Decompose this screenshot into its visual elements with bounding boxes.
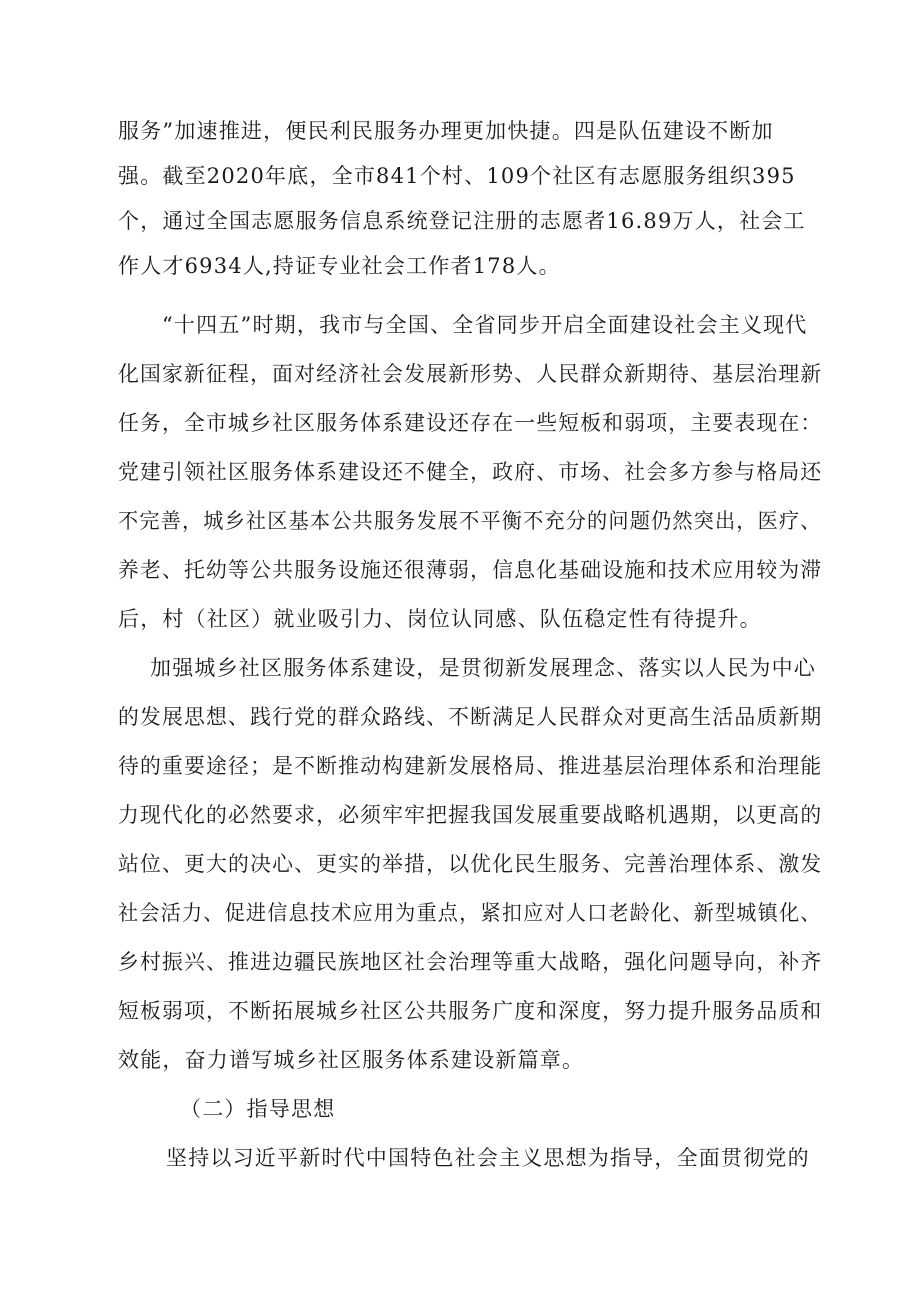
text-line: 服务”加速推进，便民利民服务办理更加快捷。四是队伍建设不断加 — [118, 119, 774, 143]
text-line: 的发展思想、践行党的群众路线、不断满足人民群众对更高生活品质新期 — [118, 705, 823, 729]
paragraph-first-line: “十四五”时期，我市与全国、全省同步开启全面建设社会主义现代 — [162, 313, 808, 337]
text-line: 任务，全市城乡社区服务体系建设还存在一些短板和弱项，主要表现在： — [118, 411, 823, 435]
text-line: 作人才6934人,持证专业社会工作者178人。 — [118, 254, 561, 278]
paragraph-first-line: 坚持以习近平新时代中国特色社会主义思想为指导，全面贯彻党的 — [166, 1146, 810, 1170]
text-line: 强。截至2020年底，全市841个村、109个社区有志愿服务组织395 — [118, 164, 796, 188]
text-line: 不完善，城乡社区基本公共服务发展不平衡不充分的问题仍然突出，医疗、 — [118, 509, 822, 533]
text-line: 化国家新征程，面对经济社会发展新形势、人民群众新期待、基层治理新 — [118, 362, 823, 386]
text-line: 个，通过全国志愿服务信息系统登记注册的志愿者16.89万人，社会工 — [118, 209, 806, 233]
text-line: 党建引领社区服务体系建设还不健全，政府、市场、社会多方参与格局还 — [118, 460, 823, 484]
text-line: 短板弱项，不断拓展城乡社区公共服务广度和深度，努力提升服务品质和 — [118, 999, 823, 1023]
paragraph-first-line: 加强城乡社区服务体系建设，是贯彻新发展理念、落实以人民为中心 — [150, 656, 816, 680]
text-line: 后，村（社区）就业吸引力、岗位认同感、队伍稳定性有待提升。 — [118, 607, 762, 631]
text-line: 社会活力、促进信息技术应用为重点，紧扣应对人口老龄化、新型城镇化、 — [118, 901, 822, 925]
text-line: 待的重要途径；是不断推动构建新发展格局、推进基层治理体系和治理能 — [118, 754, 823, 778]
text-line: 养老、托幼等公共服务设施还很薄弱，信息化基础设施和技术应用较为滞 — [118, 558, 823, 582]
text-line: 效能，奋力谱写城乡社区服务体系建设新篇章。 — [118, 1048, 585, 1072]
section-heading: （二）指导思想 — [180, 1097, 336, 1121]
text-line: 站位、更大的决心、更实的举措，以优化民生服务、完善治理体系、激发 — [118, 852, 823, 876]
text-line: 力现代化的必然要求，必须牢牢把握我国发展重要战略机遇期，以更高的 — [118, 803, 823, 827]
text-line: 乡村振兴、推进边疆民族地区社会治理等重大战略，强化问题导向，补齐 — [118, 950, 823, 974]
